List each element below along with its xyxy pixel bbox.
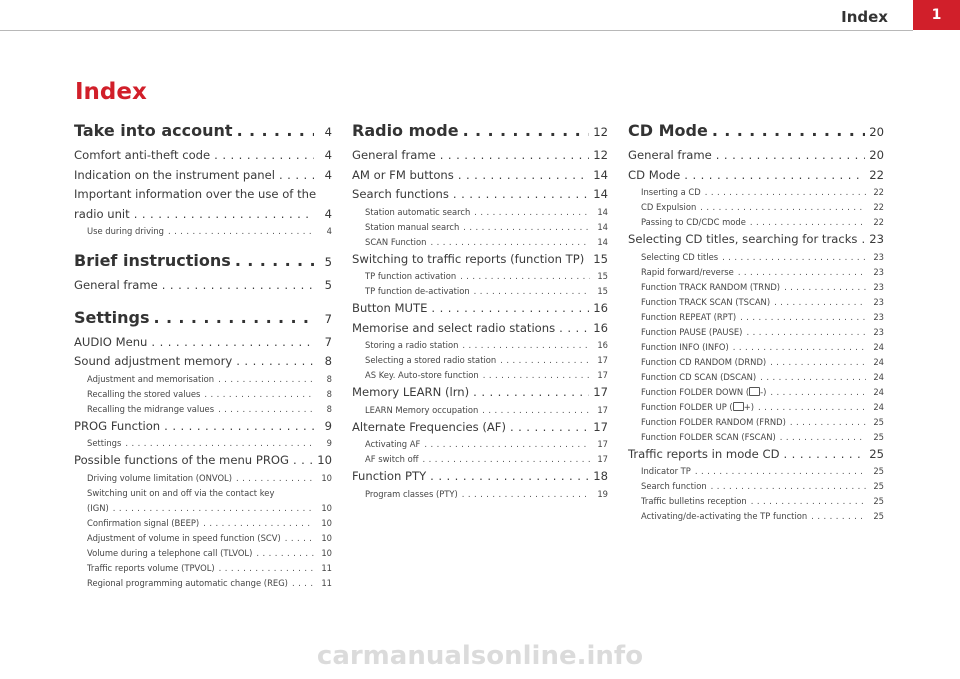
index-subentry[interactable] — [628, 509, 884, 524]
page-ref: 20 — [869, 148, 884, 162]
index-subentry[interactable] — [74, 516, 332, 531]
subentry-label: Recalling the stored values — [87, 388, 201, 399]
index-subentry[interactable] — [74, 387, 332, 402]
subentry-label: Function TRACK RANDOM (TRND) — [641, 281, 781, 292]
index-subentry[interactable] — [628, 415, 884, 430]
page-ref: 17 — [597, 355, 608, 365]
page-ref: 15 — [593, 251, 608, 266]
index-subentry[interactable] — [74, 224, 332, 239]
index-subentry[interactable] — [628, 215, 884, 230]
subentry-label: Function FOLDER UP ( — [641, 401, 733, 412]
subentry-label: CD Expulsion — [641, 202, 697, 212]
page-ref: 25 — [873, 431, 884, 442]
page-ref: 8 — [326, 388, 332, 399]
index-subentry[interactable] — [74, 531, 332, 546]
entry-label: AUDIO Menu — [74, 334, 148, 349]
subentry-label: Adjustment and memorisation — [87, 373, 215, 384]
page-ref: 22 — [869, 167, 884, 182]
subentry-label-line1: Switching unit on and off via the contact key — [87, 487, 275, 498]
page-ref: 25 — [873, 416, 884, 427]
subentry-label: (IGN) — [87, 502, 109, 513]
page-ref: 25 — [869, 446, 884, 461]
index-subentry[interactable] — [628, 200, 884, 215]
section-cd-mode[interactable] — [628, 121, 884, 140]
page-ref: 25 — [873, 511, 884, 521]
subentry-label: Confirmation signal (BEEP) — [87, 517, 200, 528]
index-entry[interactable] — [74, 146, 332, 166]
index-subentry[interactable] — [352, 235, 608, 250]
section-take-into-account[interactable] — [74, 121, 332, 140]
page-ref: 16 — [593, 320, 608, 335]
subentry-label: TP function activation — [365, 271, 457, 281]
page-header — [0, 0, 960, 34]
index-subentry[interactable] — [74, 546, 332, 561]
subentry-label-suffix: +) — [743, 401, 754, 412]
subentry-label: Selecting a stored radio station — [365, 355, 497, 365]
entry-label-line1: Important information over the use of the — [74, 187, 317, 201]
index-entry[interactable] — [352, 383, 608, 403]
page-ref: 24 — [873, 356, 884, 367]
index-entry[interactable] — [352, 146, 608, 166]
page-ref: 15 — [597, 271, 608, 281]
section-brief-instructions[interactable] — [74, 251, 332, 270]
page-ref: 8 — [326, 373, 332, 384]
page-ref: 24 — [873, 371, 884, 382]
index-subentry[interactable] — [352, 220, 608, 235]
page-ref: 25 — [873, 496, 884, 506]
page-ref: 4 — [324, 125, 332, 139]
page-ref: 15 — [597, 286, 608, 296]
index-entry[interactable] — [74, 352, 332, 372]
index-entry[interactable] — [352, 418, 608, 438]
entry-label: Traffic reports in mode CD — [628, 446, 780, 461]
page-ref: 7 — [324, 334, 332, 349]
page-ref: 10 — [321, 517, 332, 528]
page-ref: 11 — [321, 577, 332, 588]
index-subentry[interactable] — [628, 340, 884, 355]
index-entry[interactable] — [628, 445, 884, 465]
index-entry[interactable] — [628, 166, 884, 186]
page-ref: 8 — [326, 403, 332, 414]
page-ref: 4 — [324, 206, 332, 221]
header-title: Index — [841, 8, 888, 26]
entry-label: General frame — [352, 148, 436, 162]
page-ref: 11 — [321, 562, 332, 573]
index-subentry[interactable] — [352, 368, 608, 383]
page-ref: 14 — [597, 236, 608, 247]
entry-label: Function PTY — [352, 469, 427, 483]
section-settings[interactable] — [74, 308, 332, 327]
index-column-3 — [628, 121, 884, 524]
page-ref: 24 — [873, 341, 884, 352]
index-subentry[interactable] — [352, 403, 608, 418]
page-ref: 17 — [597, 370, 608, 380]
page-ref: 17 — [597, 404, 608, 415]
watermark: carmanualsonline.info — [316, 641, 644, 671]
index-subentry[interactable] — [628, 400, 884, 415]
index-subentry[interactable] — [628, 370, 884, 385]
entry-label: PROG Function — [74, 418, 161, 433]
subentry-label: Function CD RANDOM (DRND) — [641, 356, 767, 367]
index-entry[interactable] — [74, 333, 332, 353]
page-number-badge: 1 — [913, 0, 960, 30]
section-title: Take into account — [74, 121, 233, 140]
entry-label: General frame — [628, 148, 712, 162]
page-ref: 8 — [324, 354, 332, 368]
page-ref: 5 — [324, 255, 332, 269]
entry-label: CD Mode — [628, 167, 681, 182]
subentry-label: Search function — [641, 481, 707, 491]
page-ref: 4 — [324, 167, 332, 182]
entry-label: Alternate Frequencies (AF) — [352, 419, 506, 434]
index-subentry[interactable] — [74, 372, 332, 387]
page-ref: 23 — [873, 251, 884, 262]
index-subentry[interactable] — [628, 265, 884, 280]
entry-label: radio unit — [74, 206, 130, 221]
index-column-2 — [352, 121, 608, 502]
page-ref: 4 — [324, 148, 332, 162]
index-subentry[interactable] — [352, 338, 608, 353]
subentry-label: SCAN Function — [365, 236, 427, 247]
page-ref: 25 — [873, 466, 884, 476]
subentry-label: Function FOLDER DOWN ( — [641, 386, 750, 397]
subentry-label: TP function de-activation — [365, 286, 470, 296]
index-subentry[interactable] — [352, 437, 608, 452]
entry-label: Indication on the instrument panel — [74, 167, 275, 182]
subentry-label: Rapid forward/reverse — [641, 266, 734, 277]
subentry-label: Driving volume limitation (ONVOL) — [87, 472, 232, 483]
index-subentry[interactable] — [628, 310, 884, 325]
index-subentry[interactable] — [628, 185, 884, 200]
subentry-label: Traffic bulletins reception — [641, 496, 747, 506]
page-ref: 19 — [597, 488, 608, 499]
index-subentry[interactable] — [628, 355, 884, 370]
section-title: Radio mode — [352, 121, 459, 140]
subentry-label: Function PAUSE (PAUSE) — [641, 326, 743, 337]
page-title: Index — [75, 79, 147, 105]
subentry-label: Settings — [87, 438, 122, 448]
folder-icon — [733, 402, 744, 411]
page-ref: 10 — [317, 453, 332, 467]
subentry-label: Function FOLDER RANDOM (FRND) — [641, 416, 786, 427]
section-title: CD Mode — [628, 121, 708, 140]
subentry-label: LEARN Memory occupation — [365, 404, 479, 415]
entry-label: Selecting CD titles, searching for tracks — [628, 232, 858, 246]
page-ref: 18 — [593, 469, 608, 483]
index-entry[interactable] — [74, 451, 332, 471]
index-subentry[interactable] — [352, 284, 608, 299]
index-subentry[interactable] — [74, 576, 332, 591]
page-ref: 17 — [597, 454, 608, 464]
index-entry[interactable] — [352, 299, 608, 319]
index-subentry[interactable] — [352, 353, 608, 368]
subentry-label: Inserting a CD — [641, 187, 701, 197]
page-ref: 24 — [873, 386, 884, 397]
subentry-label: Volume during a telephone call (TLVOL) — [87, 547, 253, 558]
section-radio-mode[interactable] — [352, 121, 608, 140]
index-entry[interactable] — [628, 230, 884, 250]
page-ref: 7 — [324, 311, 332, 326]
page-ref: 20 — [869, 125, 884, 139]
page-ref: 23 — [869, 232, 884, 246]
index-column-1 — [74, 121, 332, 591]
subentry-label: Station manual search — [365, 221, 460, 232]
entry-label: Memory LEARN (lrn) — [352, 385, 470, 399]
index-entry-multiline[interactable] — [74, 185, 332, 224]
subentry-label: Recalling the midrange values — [87, 403, 215, 414]
page-ref: 22 — [873, 187, 884, 197]
page-ref: 14 — [597, 206, 608, 217]
page-ref: 16 — [593, 301, 608, 315]
page-ref: 9 — [326, 438, 332, 448]
subentry-label: Selecting CD titles — [641, 251, 719, 262]
index-subentry[interactable] — [352, 205, 608, 220]
index-subentry[interactable] — [628, 280, 884, 295]
page-ref: 4 — [326, 226, 332, 236]
page-ref: 23 — [873, 266, 884, 277]
subentry-label: Program classes (PTY) — [365, 488, 458, 499]
page-ref: 14 — [597, 221, 608, 232]
page-ref: 23 — [873, 296, 884, 307]
index-subentry[interactable] — [628, 494, 884, 509]
index-subentry[interactable] — [352, 487, 608, 502]
index-subentry[interactable] — [352, 452, 608, 467]
index-subentry[interactable] — [628, 464, 884, 479]
entry-label: Sound adjustment memory — [74, 354, 233, 368]
index-entry[interactable] — [352, 467, 608, 487]
index-entry[interactable] — [352, 185, 608, 205]
index-subentry[interactable] — [628, 295, 884, 310]
index-subentry[interactable] — [74, 402, 332, 417]
entry-label: Button MUTE — [352, 301, 428, 315]
page-ref: 17 — [593, 419, 608, 434]
index-subentry[interactable] — [74, 471, 332, 486]
subentry-label: Storing a radio station — [365, 340, 459, 350]
page-ref: 10 — [321, 532, 332, 543]
section-title: Brief instructions — [74, 251, 231, 270]
page-ref: 22 — [873, 217, 884, 227]
entry-label: Switching to traffic reports (function TP) — [352, 251, 585, 266]
subentry-label: Regional programming automatic change (REG) — [87, 577, 288, 588]
subentry-label: Station automatic search — [365, 206, 471, 217]
page-ref: 22 — [873, 202, 884, 212]
entry-label: Search functions — [352, 187, 449, 201]
page-ref: 14 — [593, 187, 608, 201]
page-ref: 10 — [321, 502, 332, 513]
subentry-label: Indicator TP — [641, 466, 691, 476]
page-ref: 16 — [597, 340, 608, 350]
subentry-label: AF switch off — [365, 454, 419, 464]
index-entry[interactable] — [74, 166, 332, 186]
header-rule — [0, 30, 913, 31]
index-entry[interactable] — [352, 319, 608, 339]
subentry-label: Passing to CD/CDC mode — [641, 217, 746, 227]
index-subentry[interactable] — [628, 250, 884, 265]
entry-label: General frame — [74, 278, 158, 292]
subentry-label: Traffic reports volume (TPVOL) — [87, 562, 215, 573]
index-subentry[interactable] — [628, 430, 884, 445]
entry-label: AM or FM buttons — [352, 167, 454, 182]
entry-label: Memorise and select radio stations — [352, 320, 556, 335]
subentry-label: Function INFO (INFO) — [641, 341, 729, 352]
page-ref: 23 — [873, 326, 884, 337]
subentry-label: Function FOLDER SCAN (FSCAN) — [641, 431, 776, 442]
index-subentry[interactable] — [352, 269, 608, 284]
index-subentry[interactable] — [628, 325, 884, 340]
subentry-label: Function CD SCAN (DSCAN) — [641, 371, 757, 382]
entry-label: Comfort anti-theft code — [74, 148, 211, 162]
page-ref: 17 — [597, 439, 608, 449]
page-ref: 5 — [324, 278, 332, 292]
subentry-label-suffix: -) — [760, 386, 767, 397]
entry-label: Possible functions of the menu PROG — [74, 453, 289, 467]
subentry-label: AS Key. Auto-store function — [365, 370, 479, 380]
page-ref: 12 — [593, 148, 608, 162]
index-entry[interactable] — [628, 146, 884, 166]
page-ref: 23 — [873, 311, 884, 322]
index-entry[interactable] — [74, 276, 332, 296]
subentry-label: Use during driving — [87, 226, 164, 236]
index-subentry-multiline[interactable] — [74, 486, 332, 516]
page-ref: 12 — [593, 125, 608, 139]
subentry-label: Activating/de-activating the TP function — [641, 511, 808, 521]
page-ref: 24 — [873, 401, 884, 412]
page-ref: 10 — [321, 547, 332, 558]
index-subentry[interactable] — [628, 385, 884, 400]
page-ref: 10 — [321, 472, 332, 483]
page-ref: 23 — [873, 281, 884, 292]
index-subentry[interactable] — [74, 561, 332, 576]
subentry-label: Function REPEAT (RPT) — [641, 311, 737, 322]
index-entry[interactable] — [352, 166, 608, 186]
section-title: Settings — [74, 307, 150, 327]
folder-icon — [749, 387, 760, 396]
index-entry[interactable] — [74, 417, 332, 437]
subentry-label: Activating AF — [365, 439, 421, 449]
page-ref: 17 — [593, 385, 608, 399]
index-subentry[interactable] — [74, 436, 332, 451]
index-entry[interactable] — [352, 250, 608, 270]
subentry-label: Adjustment of volume in speed function (SCV) — [87, 532, 281, 543]
page-ref: 25 — [873, 481, 884, 491]
page-ref: 9 — [324, 418, 332, 433]
page-ref: 14 — [593, 167, 608, 182]
subentry-label: Function TRACK SCAN (TSCAN) — [641, 296, 771, 307]
index-subentry[interactable] — [628, 479, 884, 494]
